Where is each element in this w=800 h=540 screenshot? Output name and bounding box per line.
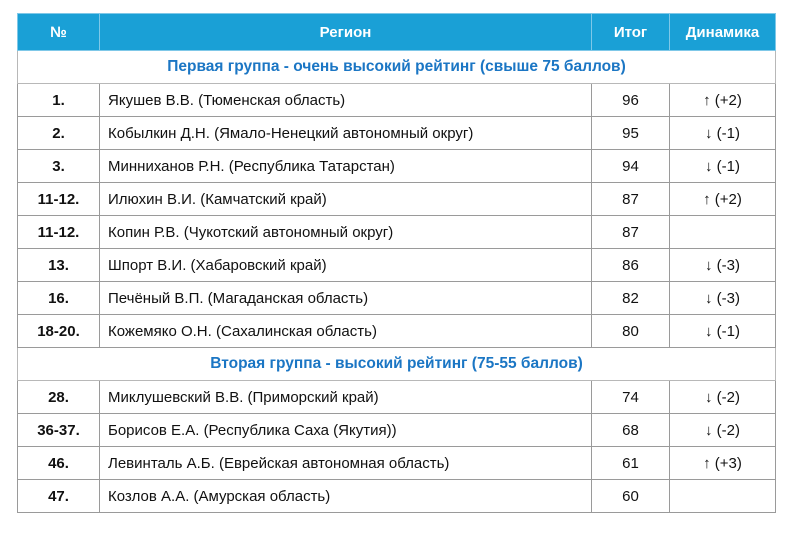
cell-total: 94 bbox=[592, 150, 670, 183]
cell-dynamics bbox=[670, 216, 776, 249]
cell-total: 87 bbox=[592, 183, 670, 216]
cell-region: Кожемяко О.Н. (Сахалинская область) bbox=[100, 315, 592, 348]
cell-region: Минниханов Р.Н. (Республика Татарстан) bbox=[100, 150, 592, 183]
cell-num: 18-20. bbox=[18, 315, 100, 348]
cell-region: Печёный В.П. (Магаданская область) bbox=[100, 282, 592, 315]
cell-num: 16. bbox=[18, 282, 100, 315]
table-row bbox=[18, 117, 776, 150]
cell-dynamics bbox=[670, 480, 776, 513]
cell-total: 82 bbox=[592, 282, 670, 315]
cell-num: 3. bbox=[18, 150, 100, 183]
table-row bbox=[18, 315, 776, 348]
cell-dynamics: ↓ (-3) bbox=[670, 282, 776, 315]
cell-num: 28. bbox=[18, 381, 100, 414]
table-row bbox=[18, 249, 776, 282]
cell-dynamics: ↓ (-1) bbox=[670, 315, 776, 348]
header-region: Регион bbox=[100, 14, 592, 51]
table-row bbox=[18, 381, 776, 414]
group-title-first: Первая группа - очень высокий рейтинг (свыше 75 баллов) bbox=[18, 51, 776, 84]
cell-region: Якушев В.В. (Тюменская область) bbox=[100, 84, 592, 117]
cell-total: 68 bbox=[592, 414, 670, 447]
cell-total: 95 bbox=[592, 117, 670, 150]
cell-num: 2. bbox=[18, 117, 100, 150]
cell-dynamics: ↓ (-2) bbox=[670, 381, 776, 414]
rating-table bbox=[17, 13, 776, 513]
cell-region: Козлов А.А. (Амурская область) bbox=[100, 480, 592, 513]
cell-num: 46. bbox=[18, 447, 100, 480]
cell-dynamics: ↓ (-2) bbox=[670, 414, 776, 447]
cell-num: 11-12. bbox=[18, 216, 100, 249]
cell-total: 96 bbox=[592, 84, 670, 117]
table-row bbox=[18, 150, 776, 183]
table-row bbox=[18, 414, 776, 447]
rating-table-container bbox=[17, 13, 775, 513]
group-title-second: Вторая группа - высокий рейтинг (75-55 баллов) bbox=[18, 348, 776, 381]
cell-num: 11-12. bbox=[18, 183, 100, 216]
cell-num: 36-37. bbox=[18, 414, 100, 447]
cell-total: 86 bbox=[592, 249, 670, 282]
cell-total: 61 bbox=[592, 447, 670, 480]
cell-dynamics: ↑ (+3) bbox=[670, 447, 776, 480]
header-dynamics: Динамика bbox=[670, 14, 776, 51]
cell-dynamics: ↓ (-1) bbox=[670, 117, 776, 150]
cell-dynamics: ↑ (+2) bbox=[670, 183, 776, 216]
cell-region: Кобылкин Д.Н. (Ямало-Ненецкий автономный округ) bbox=[100, 117, 592, 150]
cell-region: Миклушевский В.В. (Приморский край) bbox=[100, 381, 592, 414]
cell-dynamics: ↓ (-1) bbox=[670, 150, 776, 183]
cell-total: 74 bbox=[592, 381, 670, 414]
cell-dynamics: ↓ (-3) bbox=[670, 249, 776, 282]
table-row bbox=[18, 282, 776, 315]
cell-region: Копин Р.В. (Чукотский автономный округ) bbox=[100, 216, 592, 249]
table-row bbox=[18, 447, 776, 480]
cell-region: Левинталь А.Б. (Еврейская автономная область) bbox=[100, 447, 592, 480]
group-row-first bbox=[18, 51, 776, 84]
cell-region: Борисов Е.А. (Республика Саха (Якутия)) bbox=[100, 414, 592, 447]
table-row bbox=[18, 480, 776, 513]
cell-total: 80 bbox=[592, 315, 670, 348]
cell-region: Илюхин В.И. (Камчатский край) bbox=[100, 183, 592, 216]
cell-total: 87 bbox=[592, 216, 670, 249]
table-row bbox=[18, 183, 776, 216]
cell-num: 1. bbox=[18, 84, 100, 117]
cell-total: 60 bbox=[592, 480, 670, 513]
header-total: Итог bbox=[592, 14, 670, 51]
cell-num: 47. bbox=[18, 480, 100, 513]
table-header bbox=[18, 14, 776, 51]
cell-region: Шпорт В.И. (Хабаровский край) bbox=[100, 249, 592, 282]
header-num: № bbox=[18, 14, 100, 51]
header-row bbox=[18, 14, 776, 51]
table-body bbox=[18, 51, 776, 513]
group-row-second bbox=[18, 348, 776, 381]
table-row bbox=[18, 216, 776, 249]
table-row bbox=[18, 84, 776, 117]
cell-num: 13. bbox=[18, 249, 100, 282]
cell-dynamics: ↑ (+2) bbox=[670, 84, 776, 117]
